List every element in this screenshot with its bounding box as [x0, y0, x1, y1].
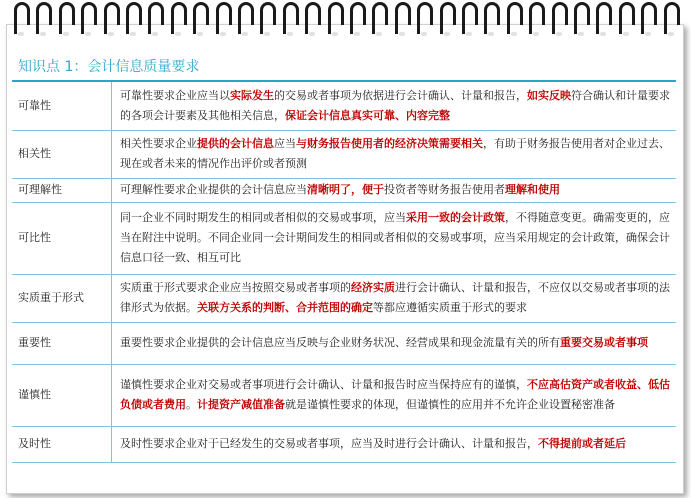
binding-ring: [260, 2, 272, 34]
binding-ring: [148, 2, 160, 34]
binding-ring: [462, 2, 474, 34]
binding-ring: [641, 2, 653, 34]
description-text: 同一企业不同时期发生的相同或者相似的交易或事项，应当: [120, 211, 406, 224]
description-text: 谨慎性要求企业对交易或者事项进行会计确认、计量和报告时应当保持应有的谨慎，: [120, 378, 527, 391]
description-text: 应当: [274, 137, 296, 150]
highlighted-text: 关联方关系的判断、合并范围的确定: [197, 301, 373, 314]
highlighted-text: 与财务报告使用者的经济决策需要相关: [296, 137, 483, 150]
binding-ring: [440, 2, 452, 34]
binding-ring: [328, 2, 340, 34]
description-text: ，不得随意变更。确需变更的，应当在附注中说明。不同企业同一会计期间发生的相同或者相似的交易或事项，应当采用规定的会计政策，确保会计信息口径一致、相互可比: [120, 211, 670, 264]
binding-ring: [395, 2, 407, 34]
quality-requirements-table: [12, 82, 676, 463]
description-text: 可理解性要求企业提供的会计信息应当: [120, 183, 307, 196]
highlighted-text: 计提资产减值准备: [197, 398, 285, 411]
description-text: 实质重于形式要求企业应当按照交易或者事项的: [120, 281, 351, 294]
page-title: 知识点 1：会计信息质量要求: [18, 59, 200, 75]
description-text: 符合确认和计量要求的各项会计要素及其他相关信息，: [120, 88, 670, 122]
highlighted-text: 不应高估资产或者收益、低估负债或者费用: [120, 378, 670, 411]
table-row: [12, 364, 676, 426]
binding-ring: [216, 2, 228, 34]
highlighted-text: 如实反映: [527, 88, 571, 102]
requirement-name: 可比性: [12, 202, 112, 274]
table-row: [12, 178, 676, 202]
table-row: [12, 82, 676, 130]
binding-ring: [372, 2, 384, 34]
description-text: 及时性要求企业对于已经发生的交易或者事项，应当及时进行会计确认、计量和报告，: [120, 437, 538, 450]
description-text: 投资者等财务报告使用者: [384, 183, 505, 196]
description-text: ，有助于财务报告使用者对企业过去、现在或者未来的情况作出评价或者预测: [120, 137, 670, 170]
binding-ring: [59, 2, 71, 34]
table-row: [12, 274, 676, 322]
requirement-description: [112, 426, 677, 462]
binding-ring: [305, 2, 317, 34]
binding-ring: [283, 2, 295, 34]
binding-ring: [664, 2, 676, 34]
highlighted-text: 提供的会计信息: [197, 137, 274, 150]
binding-ring: [529, 2, 541, 34]
description-text: 。: [186, 398, 197, 411]
description-text: 相关性要求企业: [120, 137, 197, 150]
binding-ring: [104, 2, 116, 34]
requirement-description: [112, 364, 677, 426]
binding-ring: [81, 2, 93, 34]
binding-ring: [484, 2, 496, 34]
highlighted-text: 清晰明了，便于: [307, 183, 384, 196]
requirement-description: [112, 178, 677, 202]
binding-ring: [238, 2, 250, 34]
requirement-description: [112, 130, 677, 178]
binding-ring: [619, 2, 631, 34]
highlighted-text: 保证会计信息真实可靠、内容完整: [285, 108, 450, 122]
requirement-name: 可靠性: [12, 82, 112, 130]
binding-ring: [417, 2, 429, 34]
highlighted-text: 实际发生: [230, 88, 274, 102]
binding-ring: [507, 2, 519, 34]
table-row: [12, 202, 676, 274]
binding-ring: [171, 2, 183, 34]
requirement-name: 谨慎性: [12, 364, 112, 426]
requirement-description: [112, 322, 677, 364]
binding-ring: [36, 2, 48, 34]
highlighted-text: 采用一致的会计政策: [406, 211, 505, 224]
requirement-name: 及时性: [12, 426, 112, 462]
binding-ring: [552, 2, 564, 34]
description-text: 就是谨慎性要求的体现，但谨慎性的应用并不允许企业设置秘密准备: [285, 398, 615, 411]
binding-ring: [350, 2, 362, 34]
requirement-name: 可理解性: [12, 178, 112, 202]
table-row: [12, 426, 676, 462]
highlighted-text: 经济实质: [351, 281, 395, 294]
binding-ring: [596, 2, 608, 34]
binding-ring: [126, 2, 138, 34]
highlighted-text: 重要交易或者事项: [560, 336, 648, 349]
description-text: 等都应遵循实质重于形式的要求: [373, 301, 527, 314]
requirement-name: 相关性: [12, 130, 112, 178]
requirement-name: 实质重于形式: [12, 274, 112, 322]
requirement-description: [112, 202, 677, 274]
requirement-name: 重要性: [12, 322, 112, 364]
table-row: [12, 322, 676, 364]
highlighted-text: 不得提前或者延后: [538, 437, 626, 450]
binding-ring: [14, 2, 26, 34]
table-row: [12, 130, 676, 178]
binding-ring: [574, 2, 586, 34]
requirement-description: [112, 274, 677, 322]
requirement-description: [112, 82, 677, 130]
highlighted-text: 理解和使用: [505, 183, 560, 196]
spiral-binding: [0, 0, 691, 40]
description-text: 重要性要求企业提供的会计信息应当反映与企业财务状况、经营成果和现金流量有关的所有: [120, 336, 560, 349]
description-text: 进行会计确认、计量和报告，不应仅以交易或者事项的法律形式为依据。: [120, 281, 670, 314]
description-text: 的交易或者事项为依据进行会计确认、计量和报告，: [274, 88, 527, 102]
description-text: 可靠性要求企业应当以: [120, 88, 230, 102]
binding-ring: [193, 2, 205, 34]
